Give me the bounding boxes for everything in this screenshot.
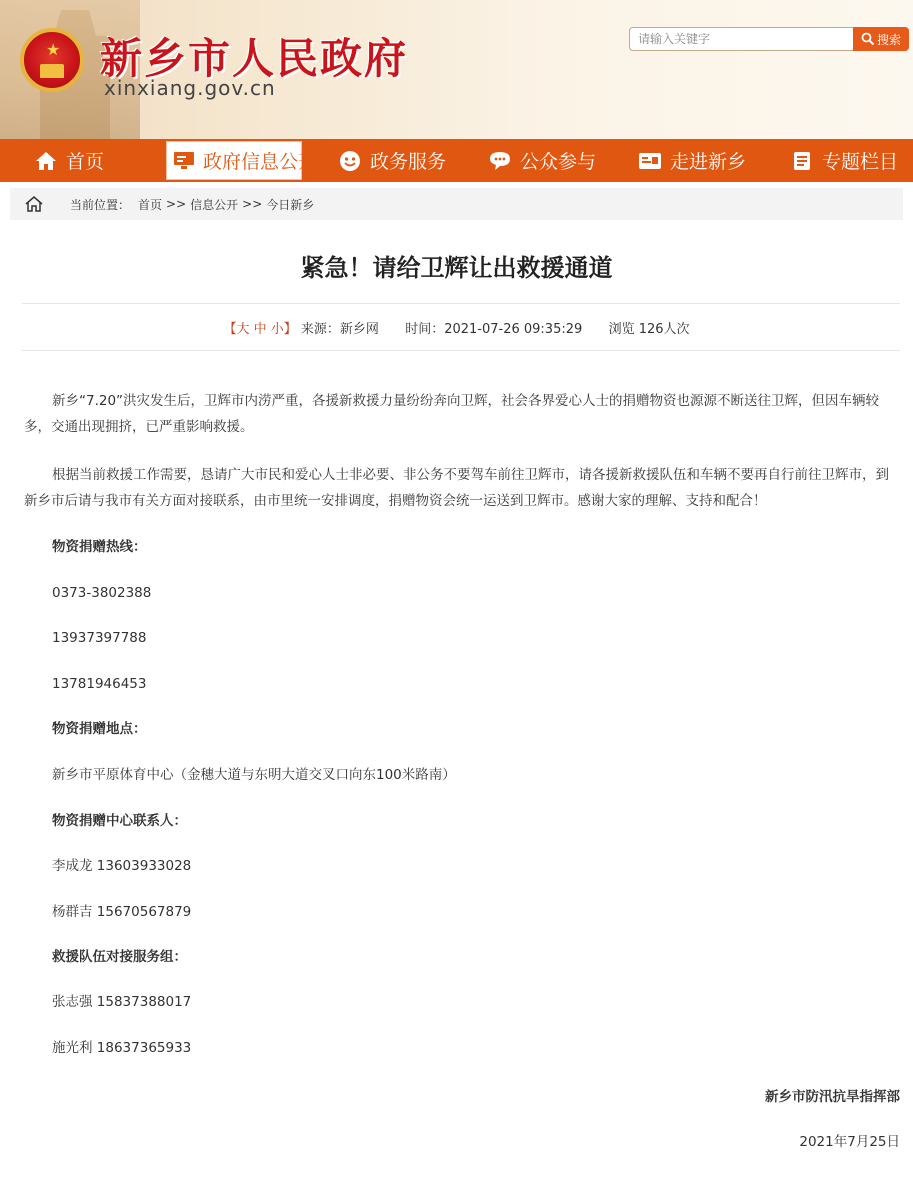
team-contact: 施光利 18637365933: [52, 1040, 192, 1056]
home-outline-icon[interactable]: [24, 195, 48, 213]
breadcrumb-separator: >>: [166, 197, 187, 211]
breadcrumb-today-xinxiang[interactable]: 今日新乡: [266, 197, 315, 212]
search-icon: [861, 32, 875, 46]
face-icon: [338, 150, 362, 172]
nav-item-label: 首页: [66, 151, 105, 173]
nav-item-label: 公众参与: [520, 151, 597, 173]
article-signature: 新乡市防汛抗旱指挥部: [765, 1089, 900, 1105]
team-heading: 救援队伍对接服务组：: [52, 949, 187, 965]
monitor-icon: [173, 150, 195, 172]
header-banner: [0, 0, 913, 139]
contact-heading: 物资捐赠中心联系人：: [52, 813, 187, 829]
hotline-number: 13781946453: [52, 676, 147, 692]
card-icon: [638, 150, 662, 172]
source-value: 新乡网: [339, 322, 379, 337]
main-nav: [0, 139, 913, 182]
location-text: 新乡市平原体育中心（金穗大道与东明大道交叉口向东100米路南）: [52, 767, 456, 783]
site-domain: xinxiang.gov.cn: [104, 76, 276, 100]
chat-icon: [488, 150, 512, 172]
time-label: 时间：: [405, 322, 445, 337]
nav-item-about-xinxiang[interactable]: [638, 139, 746, 182]
hotline-heading: 物资捐赠热线：: [52, 539, 147, 555]
location-heading: 物资捐赠地点：: [52, 721, 147, 737]
divider: [22, 350, 900, 351]
divider: [22, 303, 900, 304]
article-meta: [0, 318, 913, 337]
nav-item-special-topics[interactable]: [790, 139, 898, 182]
article-paragraph: 新乡“7.20”洪灾发生后，卫辉市内涝严重，各援新救援力量纷纷奔向卫辉，社会各界爱心人士的捐赠物资也源源不断送往卫辉，但因车辆较多，交通出现拥挤，已严重影响救援。: [24, 393, 880, 435]
search-button-label: 搜索: [876, 32, 901, 47]
document-icon: [790, 150, 814, 172]
font-size-switch[interactable]: 【大 中 小】: [223, 322, 297, 337]
nav-item-label: 政府信息公开: [203, 151, 318, 173]
breadcrumb-info-public[interactable]: 信息公开: [190, 197, 239, 212]
home-icon: [34, 150, 58, 172]
national-emblem-icon[interactable]: ★: [20, 28, 84, 92]
nav-item-gov-service[interactable]: [338, 139, 446, 182]
article-date: 2021年7月25日: [799, 1134, 900, 1150]
nav-item-label: 专题栏目: [822, 151, 899, 173]
breadcrumb: [10, 188, 903, 220]
contact-person: 杨群吉 15670567879: [52, 904, 192, 920]
breadcrumb-separator: >>: [242, 197, 263, 211]
contact-person: 李成龙 13603933028: [52, 858, 192, 874]
article-paragraph: 根据当前救援工作需要，恳请广大市民和爱心人士非必要、非公务不要驾车前往卫辉市，请各援新救援队伍和车辆不要再自行前往卫辉市，到新乡市后请与我市有关方面对接联系，由市里统一安排调度，捐赠物资会统一运送到卫辉市。感谢大家的理解、支持和配合！: [24, 467, 889, 509]
nav-item-info-public[interactable]: [166, 141, 318, 180]
nav-item-label: 走进新乡: [670, 151, 747, 173]
breadcrumb-prefix: 当前位置：: [70, 197, 131, 212]
hotline-number: 0373-3802388: [52, 585, 152, 601]
hotline-number: 13937397788: [52, 630, 147, 646]
search-input[interactable]: 请输入关键字: [629, 27, 853, 51]
site-title[interactable]: 新乡市人民政府: [100, 34, 409, 83]
breadcrumb-home[interactable]: 首页: [138, 197, 163, 212]
time-value: 2021-07-26 09:35:29: [444, 322, 583, 337]
team-contact: 张志强 15837388017: [52, 994, 192, 1010]
nav-item-label: 政务服务: [370, 151, 447, 173]
source-label: 来源：: [300, 322, 340, 337]
nav-item-home[interactable]: [34, 139, 104, 182]
article-title: 紧急！请给卫辉让出救援通道: [300, 254, 613, 282]
view-count: 浏览 126人次: [608, 322, 690, 337]
search-button[interactable]: [853, 27, 909, 51]
nav-item-public-participation[interactable]: [488, 139, 596, 182]
